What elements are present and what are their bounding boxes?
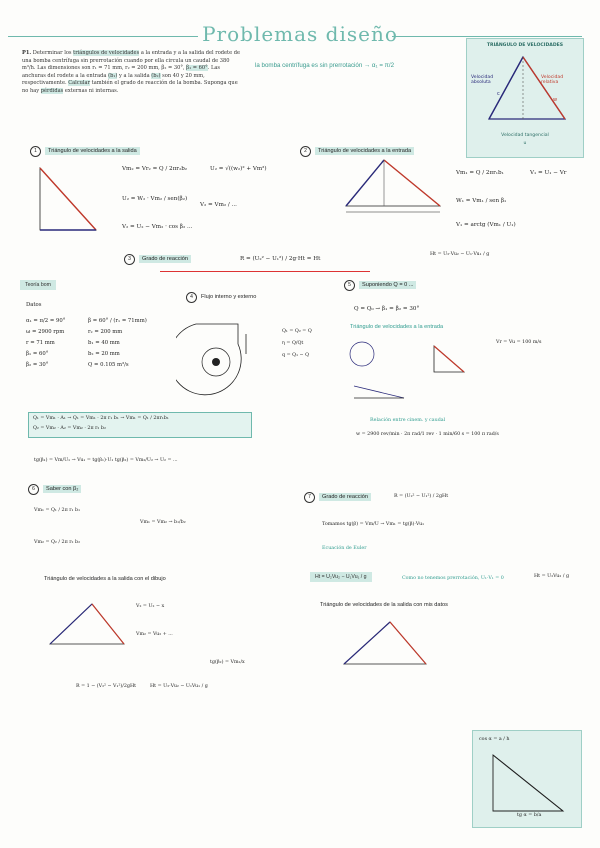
s8-formula-3: tg(β₂) = Vm₂/x	[210, 660, 245, 665]
section-1-number: 1	[30, 146, 41, 157]
datos-list-left	[26, 316, 65, 371]
s8-formula-2: Vm₂ = Vu₂ + ...	[136, 632, 173, 637]
problem-highlight-1: triángulos de velocidades	[73, 50, 140, 56]
velocity-triangle-box	[466, 38, 584, 158]
section-4-number: 4	[186, 292, 197, 303]
w-label: w	[553, 97, 558, 103]
s3-formula-2: Ht = U₂·Vu₂ − U₁·Vu₁ / g	[430, 252, 490, 257]
section-2-triangle	[340, 156, 450, 236]
section-7-header	[304, 492, 371, 503]
key-eq-2: Q₂ = Vm₂ · A₂ = Vm₂ · 2π r₂ b₂	[33, 426, 106, 431]
problem-highlight-4: (b₂)	[151, 72, 161, 79]
section-1-header	[30, 146, 140, 157]
dato-row: r = 71 mm	[26, 340, 55, 346]
s9-formula-end: Ht = U₂Vu₂ / g	[534, 574, 570, 579]
s7-formula-1: R = (U₂² − U₁²) / 2gHt	[394, 494, 449, 499]
section-1-title: Triángulo de velocidades a la salida	[45, 147, 140, 155]
problem-label: P1.	[22, 50, 32, 56]
s6-formula-1: Vm₁ = Q₁ / 2π r₁ b₁	[34, 508, 80, 513]
trig-label: cos α = a / h	[479, 737, 510, 742]
section-3-header	[124, 254, 191, 265]
trig-note: tg α = b/a	[517, 813, 542, 818]
triangle-box-title: TRIÁNGULO DE VELOCIDADES	[486, 43, 564, 48]
s5-note-3: Relación entre cinem. y caudal	[370, 418, 446, 423]
s2-formula-2: V₁ = U₁ − Vr	[530, 170, 567, 176]
section-2-title: Triángulo de velocidades a la entrada	[315, 147, 414, 155]
s10-formula-2: Ht = U₂·Vu₂ − U₁Vu₁ / g	[150, 684, 208, 689]
dato-row: r₂ = 200 mm	[88, 329, 123, 335]
problem-text-b: a la entrada y a la salida del rodete de una bomba centrífuga sin prerrotación cuando por ella circula un caudal de 380 m³/h. Las dimensiones son r₁ = 71 mm, r₂ = 200 mm, β₂ = 30°,	[22, 50, 241, 72]
s4-note: η = Q/Qt	[282, 341, 304, 346]
s4-notes	[282, 326, 312, 362]
s1-formula-4: V₂ = Vm₂ / ...	[200, 202, 237, 208]
c-label: c	[497, 91, 500, 97]
red-underline	[160, 271, 370, 272]
problem-highlight-6: pérdidas	[40, 87, 64, 94]
s3-formula: R = (U₂² − U₁²) / 2g·Ht = Ht	[240, 256, 321, 262]
problem-statement	[22, 50, 244, 96]
s4-note: Q₁ = Q₂ = Q	[282, 329, 312, 334]
s6-formula-2: Vm₂ = Q₂ / 2π r₂ b₂	[34, 540, 80, 545]
section-6-number: 6	[28, 484, 39, 495]
dato-row: β₂ = 30°	[26, 362, 49, 368]
datos-list-right	[88, 316, 147, 371]
problem-highlight-2: β₁ = 60°	[186, 65, 208, 72]
section-7-title: Grado de reacción	[319, 493, 371, 501]
dato-row: β = 60° / (r₁ = 71mm)	[88, 318, 147, 324]
s9-triangle	[336, 616, 436, 680]
prerotation-note: la bomba centrífuga es sin prerrotación → α₁ = π/2	[255, 62, 395, 69]
relative-velocity-side	[523, 57, 565, 119]
problem-text-c: . Las anchuras del rodete a la entrada	[22, 65, 220, 79]
conversion: w = 2900 rev/min · 2π rad/1 rev · 1 min/60 s = 100 π rad/s	[356, 432, 499, 437]
problem-text-f: también el grado de reacción de la bomba. Suponga que no hay	[22, 80, 238, 94]
section-7-number: 7	[304, 492, 315, 503]
section-4-title: Flujo interno y externo	[201, 294, 257, 300]
datos-heading: Datos	[26, 302, 42, 308]
s2-formula-3: W₁ = Vm₁ / sen β₁	[456, 198, 507, 204]
s5-diagrams	[344, 336, 494, 416]
s6-formula-3: Vm₁ = Vm₂ → b₁/b₂	[140, 520, 186, 525]
s10-formula-1: R = 1 − (V₂² − V₁²)/2gHt	[76, 684, 137, 689]
pump-diagram	[176, 304, 266, 400]
key-equation-box	[28, 412, 252, 438]
section-5-header	[344, 280, 416, 291]
s8-formula-1: V₂ = U₂ − x	[136, 604, 165, 609]
key-eq-1: Q₁ = Vm₁ · A₁ → Q₁ = Vm₁ · 2π r₁ b₁ → Vm₁ = Q₁ / 2πr₁b₁	[33, 416, 169, 421]
right-label: Velocidad relativa	[541, 75, 564, 85]
bottom-label: Velocidad tangencial	[501, 133, 549, 138]
s7-formula-2: Tomamos tg(β) = Vm/U → Vm₁ = tg(β)·Vu₁	[322, 522, 425, 527]
s2-formula-1: Vm₁ = Q / 2πr₁b₁	[456, 170, 504, 176]
problem-text-d: y a la salida	[117, 72, 152, 79]
triangle-outline	[489, 57, 565, 119]
section-3-number: 3	[124, 254, 135, 265]
datos-tag: Teoría bom	[20, 280, 56, 290]
s9-note: Como no tenemos prerrotación, U₁·V₁ = 0	[402, 576, 504, 581]
section-1-triangle	[30, 160, 110, 244]
section-3-title: Grado de reacción	[139, 255, 191, 263]
s5-title-2: Triángulo de velocidades a la entrada	[350, 324, 444, 330]
absolute-velocity-side	[489, 57, 523, 119]
s9-highlight: Ht = U₂Vu₂ − U₁Vu₁ / g	[310, 572, 372, 582]
problem-text-e: son 40 y 20 mm, respectivamente.	[22, 72, 205, 87]
s5-note-1: Q = Q₀ → β₁ = β₂ = 30°	[354, 306, 420, 312]
section-8-header: Triángulo de velocidades a la salida con el dibujo	[44, 576, 166, 582]
section-5-number: 5	[344, 280, 355, 291]
s1-formula-1: Vm₂ = Vr₂ = Q / 2πr₂b₂	[122, 166, 188, 172]
section-6-header	[28, 484, 81, 495]
s2-formula-5: V₁ = arctg (Vm₁ / U₁)	[456, 222, 516, 228]
dato-row: β₁ = 60°	[26, 351, 49, 357]
section-5-title: Suponiendo Q = 0 ...	[359, 281, 416, 289]
dato-row: b₁ = 40 mm	[88, 340, 120, 346]
bottom-trig-box	[472, 730, 582, 828]
section-4-header	[186, 292, 256, 303]
s8-triangle	[40, 596, 140, 658]
dato-row: b₂ = 20 mm	[88, 351, 120, 357]
s5-note-2: Vr = Vu = 100 m/s	[496, 340, 542, 345]
s1-formula-2: U₂ = √((w₂)² + Vm²)	[210, 166, 267, 172]
dato-row: Q = 0.105 m³/s	[88, 362, 129, 368]
problem-text-g: externas ni internas.	[63, 87, 119, 94]
problem-text-a: Determinar los	[32, 50, 74, 56]
s1-formula-3: U₂ = W₂ · Vm₂ / sen(β₂)	[122, 196, 188, 202]
problem-highlight-3: (b₁)	[108, 72, 118, 79]
s1-formula-5: V₂ = U₂ − Vm₂ · cos β₂ ...	[122, 224, 193, 230]
row-equation: tg(β₁) = Vm/U₁ → Vu₁ = tg(β₁)·U₁ tg(β₂) = Vm₂/U₂ → U₂ = ...	[34, 458, 178, 463]
dato-row: α₁ = π/2 = 90°	[26, 318, 66, 324]
page-title: Problemas diseño	[202, 22, 398, 46]
dato-row: ω = 2900 rpm	[26, 329, 65, 335]
section-6-title: Saber con β₂	[43, 485, 81, 493]
s4-note: q = Q₁ − Q	[282, 353, 309, 358]
bottom-sym: u	[523, 141, 527, 146]
s7-formula-3: Ecuación de Euler	[322, 546, 367, 551]
section-2-number: 2	[300, 146, 311, 157]
left-label: Velocidad absoluta	[471, 75, 494, 85]
triangle-box-diagram	[467, 39, 583, 157]
section-9-header: Triángulo de velocidades de la salida con mis datos	[320, 602, 448, 608]
problem-highlight-5: Calcular	[68, 80, 91, 87]
